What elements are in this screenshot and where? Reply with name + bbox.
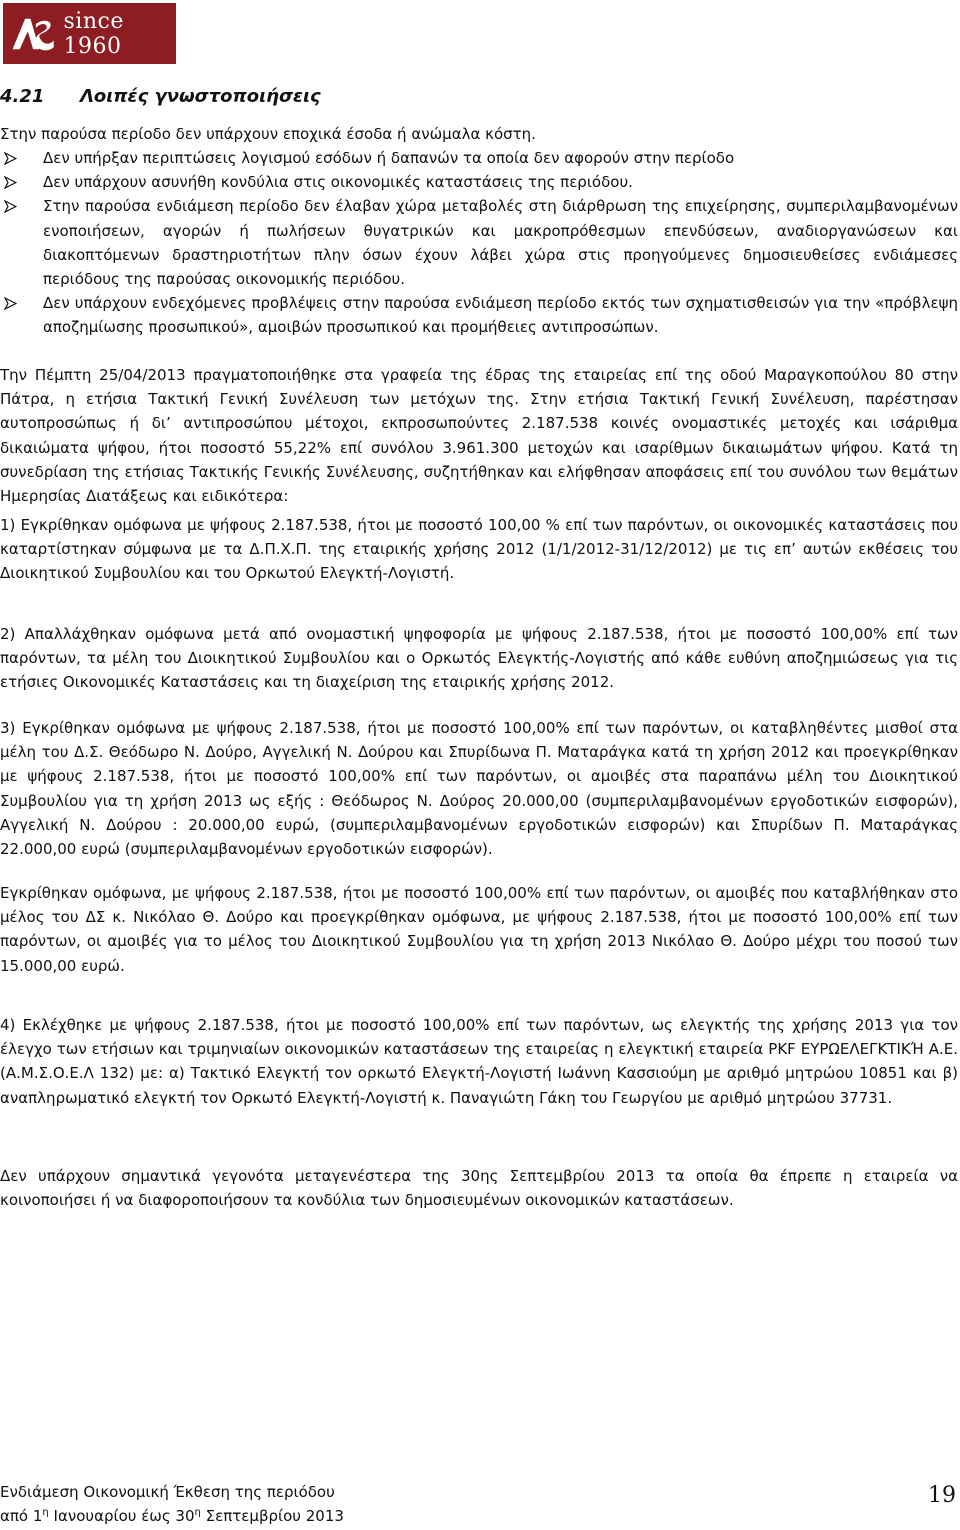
resolution-2: 2) Απαλλάχθηκαν ομόφωνα μετά από ονομαστική ψηφοφορία με ψήφους 2.187.538, ήτοι με ποσοστό 100,00% επί των παρόντων, τα μέλη του Διοικητικού Συμβουλίου και ο Ορκωτός Ελεγκτής-Λογιστής από κάθε ευθύνη αποζημιώσεως για τις ετήσιες Οικονομικές Καταστάσεις και τη διαχείριση της εταιρικής χρήσης 2012. [0, 625, 958, 692]
section-title: Λοιπές γνωστοποιήσεις [80, 86, 321, 107]
list-item-text: Δεν υπάρχουν ασυνήθη κονδύλια στις οικονομικές καταστάσεις της περιόδου. [43, 173, 633, 192]
agm-paragraph: Την Πέμπτη 25/04/2013 πραγματοποιήθηκε στα γραφεία της έδρας της εταιρείας επί της οδού Μαραγκοπούλου 80 στην Πάτρα, η ετήσια Τακτική Γενική Συνέλευση των μετόχων της. Στην ετήσια Τακτική Γενική Συνέλευση, παρέστησαν αυτοπροσώπως ή δι’ αντιπροσώπου μέτοχοι, εκπροσωπούντες 2.187.538 κοινές ονομαστικές μετοχές και ισάριθμα δικαιώματα ψήφου, ήτοι ποσοστό 55,22% επί συνόλου 3.961.300 μετοχών και ισαρίθμων δικαιωμάτων ψήφου. Κατά τη συνεδρίαση της ετήσιας Τακτικής Γενικής Συνέλευσης, συζητήθηκαν και ελήφθησαν αποφάσεις επί του συνόλου των θεμάτων Ημερησίας Διατάξεως και ειδικότερα: [0, 366, 958, 506]
resolution-3: 3) Εγκρίθηκαν ομόφωνα με ψήφους 2.187.538, ήτοι με ποσοστό 100,00% επί των παρόντων, οι καταβληθέντες μισθοί στα μέλη του Δ.Σ. Θεόδωρο Ν. Δούρο, Αγγελική Ν. Δούρου και Σπυρίδωνα Π. Ματαράγκα κατά τη χρήση 2012 και προεγκρίθηκαν με ψήφους 2.187.538, ήτοι με ποσοστό 100,00% επί των παρόντων, οι αμοιβές στα παραπάνω μέλη του Διοικητικού Συμβουλίου για τη χρήση 2013 ως εξής : Θεόδωρος Ν. Δούρος 20.000,00 (συμπεριλαμβανομένων εργοδοτικών εισφορών), Αγγελική Ν. Δούρου : 20.000,00 ευρώ, (συμπεριλαμβανομένων εργοδοτικών εισφορών) και Σπυρίδων Π. Ματαράγκας 22.000,00 ευρώ (συμπεριλαμβανομένων εργοδοτικών εισφορών). [0, 719, 958, 859]
arrow-bullet-icon [4, 297, 17, 310]
list-item-text: Δεν υπήρξαν περιπτώσεις λογισμού εσόδων ή δαπανών τα οποία δεν αφορούν στην περίοδο [43, 149, 735, 167]
arrow-bullet-icon [4, 200, 17, 213]
footer-sup: η [194, 1507, 201, 1518]
arrow-bullet-icon [4, 176, 17, 189]
subsequent-events-paragraph: Δεν υπάρχουν σημαντικά γεγονότα μεταγενέστερα της 30ης Σεπτεμβρίου 2013 τα οποία θα έπρεπε η εταιρεία να κοινοποιήσει ή να διαφοροποιήσουν τα κονδύλια των δημοσιευμένων οικονομικών καταστάσεων. [0, 1167, 958, 1210]
list-item [0, 146, 958, 170]
arrow-bullet-icon [4, 152, 17, 165]
footer-period [0, 1504, 960, 1528]
footer-period-end: Σεπτεμβρίου 2013 [200, 1507, 344, 1525]
footer-period-start: από 1 [0, 1507, 43, 1525]
company-logo-mark-icon [9, 11, 56, 57]
list-item [0, 170, 958, 194]
list-item [0, 291, 958, 339]
footer-period-mid: Ιανουαρίου έως 30 [48, 1507, 195, 1525]
resolution-3-additional: Εγκρίθηκαν ομόφωνα, με ψήφους 2.187.538, ήτοι με ποσοστό 100,00% επί των παρόντων, οι αμοιβές που καταβλήθηκαν στο μέλος του ΔΣ κ. Νικόλαο Θ. Δούρο και προεγκρίθηκαν ομόφωνα, με ψήφους 2.187.538, ήτοι με ποσοστό 100,00% επί των παρόντων, οι αμοιβές για το μέλος του Διοικητικού Συμβουλίου για τη χρήση 2013 Νικόλαο Θ. Δούρο μέχρι του ποσού των 15.000,00 ευρώ. [0, 884, 958, 975]
section-heading [0, 86, 321, 107]
company-logo [3, 3, 176, 64]
disclosure-list [0, 146, 958, 340]
list-item-text: Δεν υπάρχουν ενδεχόμενες προβλέψεις στην παρούσα ενδιάμεση περίοδο εκτός των σχηματισθεισών για την «πρόβλεψη αποζημίωσης προσωπικού», αμοιβών προσωπικού και προμήθειες αντιπροσώπων. [43, 294, 958, 337]
resolution-4: 4) Εκλέχθηκε με ψήφους 2.187.538, ήτοι με ποσοστό 100,00% επί των παρόντων, ως ελεγκτής της χρήσης 2013 για τον έλεγχο των ετήσιων και τριμηνιαίων οικονομικών καταστάσεων της εταιρείας η ελεγκτική εταιρεία PKF ΕΥΡΩΕΛΕΓΚΤΙΚΉ Α.Ε. (Α.Μ.Σ.Ο.Ε.Λ 132) με: α) Τακτικό Ελεγκτή τον ορκωτό Ελεγκτή-Λογιστή Ιωάννη Κασσιούμη με αριθμό μητρώου 10851 και β) αναπληρωματικό ελεγκτή τον Ορκωτό Ελεγκτή-Λογιστή κ. Παναγιώτη Γάκη του Γεωργίου με αριθμό μητρώου 37731. [0, 1016, 958, 1107]
footer-report-title: Ενδιάμεση Οικονομική Έκθεση της περιόδου [0, 1483, 335, 1501]
resolution-1: 1) Εγκρίθηκαν ομόφωνα με ψήφους 2.187.538, ήτοι με ποσοστό 100,00 % επί των παρόντων, οι οικονομικές καταστάσεις που καταρτίστηκαν σύμφωνα με τα Δ.Π.Χ.Π. της εταιρικής χρήσης 2012 (1/1/2012-31/12/2012) με τις επ’ αυτών εκθέσεις του Διοικητικού Συμβουλίου και του Ορκωτού Ελεγκτή-Λογιστή. [0, 516, 958, 583]
page-footer [0, 1480, 960, 1528]
list-item [0, 194, 958, 291]
footer-sup: η [42, 1507, 49, 1518]
section-number: 4.21 [0, 86, 45, 107]
logo-text: since 1960 [63, 8, 124, 59]
intro-paragraph: Στην παρούσα περίοδο δεν υπάρχουν εποχικά έσοδα ή ανώμαλα κόστη. [0, 125, 536, 143]
page-number: 19 [928, 1483, 956, 1508]
list-item-text: Στην παρούσα ενδιάμεση περίοδο δεν έλαβαν χώρα μεταβολές στη διάρθρωση της επιχείρησης, συμπεριλαμβανομένων ενοποιήσεων, αγορών ή πωλήσεων θυγατρικών και μακροπρόθεσμων επενδύσεων, αναδιοργανώσεων και διακοπτόμενων δραστηριοτήτων πλην όσων έχουν λάβει χώρα στις προηγούμενες δημοσιευθείσες ενδιάμεσες περιόδους της παρούσας οικονομικής περιόδου. [43, 197, 958, 289]
